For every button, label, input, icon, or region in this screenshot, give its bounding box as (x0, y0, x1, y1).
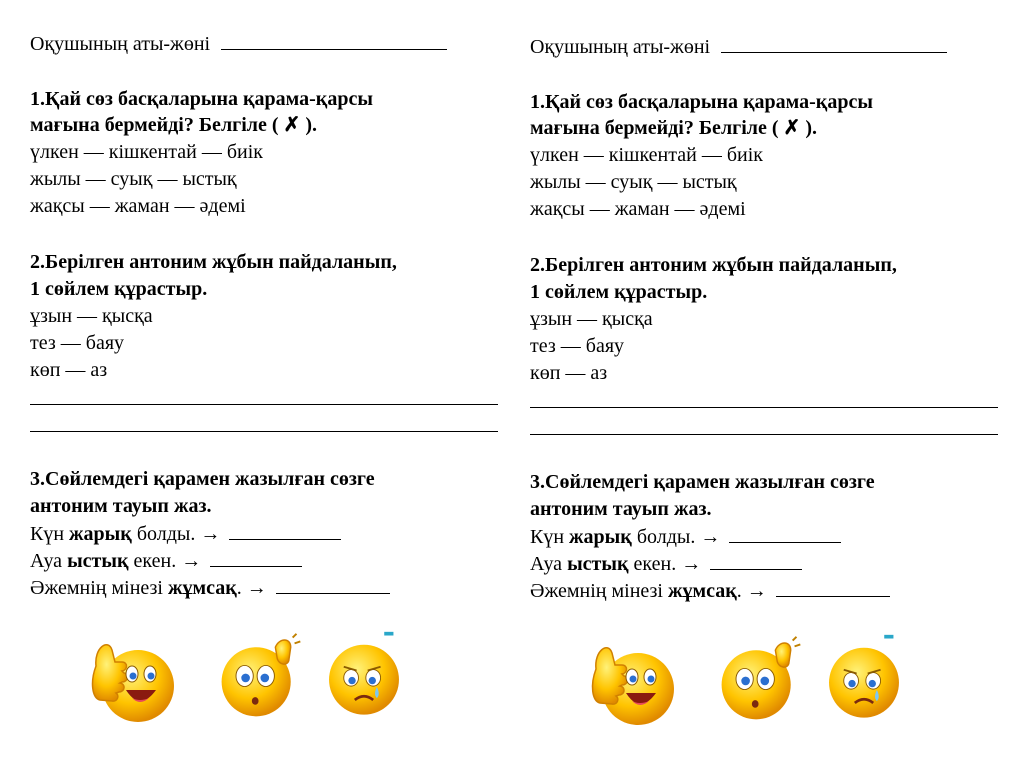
answer-line[interactable] (530, 434, 998, 435)
bold-word: жарық (69, 523, 132, 545)
student-name-label: Оқушының аты-жөні (30, 33, 211, 55)
answer-blank[interactable] (229, 521, 341, 540)
question-2-title-cont: 1 сөйлем құрастыр. (30, 278, 208, 300)
student-name-line (530, 34, 947, 59)
worried-tearful-emoji (318, 630, 410, 722)
student-name-blank[interactable] (721, 34, 947, 53)
question-1-row[interactable]: жылы — суық — ыстық (530, 171, 737, 193)
answer-line[interactable] (530, 407, 998, 408)
thumbs-up-laughing-emoji (82, 626, 182, 726)
sentence-item: Әжемнің мінезі жұмсақ. → (30, 575, 390, 600)
question-2-title-cont: 1 сөйлем құрастыр. (530, 281, 708, 303)
answer-blank[interactable] (276, 575, 390, 594)
worksheet-right (530, 3, 1024, 771)
student-name-line (30, 31, 447, 56)
emoji-row (530, 623, 998, 733)
answer-line[interactable] (30, 404, 498, 405)
question-2-title: 2.Берілген антоним жұбын пайдаланып, (530, 254, 897, 276)
worksheet-left (30, 0, 530, 768)
thumbs-up-laughing-emoji (582, 629, 682, 729)
answer-blank[interactable] (776, 578, 890, 597)
antonym-pair: ұзын — қысқа (530, 308, 653, 330)
question-3-title-cont: антоним тауып жаз. (530, 498, 712, 520)
sentence-item: Күн жарық болды. → (30, 521, 341, 546)
question-1-row[interactable]: үлкен — кішкентай — биік (30, 141, 263, 163)
question-2-title: 2.Берілген антоним жұбын пайдаланып, (30, 251, 397, 273)
bold-word: ыстық (67, 550, 129, 572)
question-1-title-cont: мағына бермейді? Белгіле ( ✗ ). (30, 114, 317, 136)
question-1-title-cont: мағына бермейді? Белгіле ( ✗ ). (530, 117, 817, 139)
question-1-title: 1.Қай сөз басқаларына қарама-қарсы (30, 88, 373, 110)
bold-word: жұмсақ (668, 580, 737, 602)
sentence-item: Әжемнің мінезі жұмсақ. → (530, 578, 890, 603)
answer-blank[interactable] (710, 551, 802, 570)
thinking-scratching-emoji (212, 628, 308, 724)
question-1-title: 1.Қай сөз басқаларына қарама-қарсы (530, 91, 873, 113)
worried-tearful-emoji (818, 633, 910, 725)
thinking-scratching-emoji (712, 631, 808, 727)
question-3-title: 3.Сөйлемдегі қарамен жазылған сөзге (530, 471, 875, 493)
sentence-item: Күн жарық болды. → (530, 524, 841, 549)
answer-blank[interactable] (729, 524, 841, 543)
antonym-pair: тез — баяу (30, 332, 125, 354)
question-3-title: 3.Сөйлемдегі қарамен жазылған сөзге (30, 468, 375, 490)
antonym-pair: ұзын — қысқа (30, 305, 153, 327)
question-3-title-cont: антоним тауып жаз. (30, 495, 212, 517)
antonym-pair: көп — аз (30, 359, 108, 381)
student-name-blank[interactable] (221, 31, 447, 50)
student-name-label: Оқушының аты-жөні (530, 36, 711, 58)
sentence-item: Ауа ыстық екен. → (530, 551, 802, 576)
question-1-row[interactable]: жақсы — жаман — әдемі (30, 195, 246, 217)
question-1-row[interactable]: жақсы — жаман — әдемі (530, 198, 746, 220)
answer-blank[interactable] (210, 548, 302, 567)
bold-word: жарық (569, 526, 632, 548)
sentence-item: Ауа ыстық екен. → (30, 548, 302, 573)
question-1-row[interactable]: үлкен — кішкентай — биік (530, 144, 763, 166)
antonym-pair: көп — аз (530, 362, 608, 384)
answer-line[interactable] (30, 431, 498, 432)
question-1-row[interactable]: жылы — суық — ыстық (30, 168, 237, 190)
bold-word: ыстық (567, 553, 629, 575)
emoji-row (30, 620, 498, 730)
bold-word: жұмсақ (168, 577, 237, 599)
antonym-pair: тез — баяу (530, 335, 625, 357)
